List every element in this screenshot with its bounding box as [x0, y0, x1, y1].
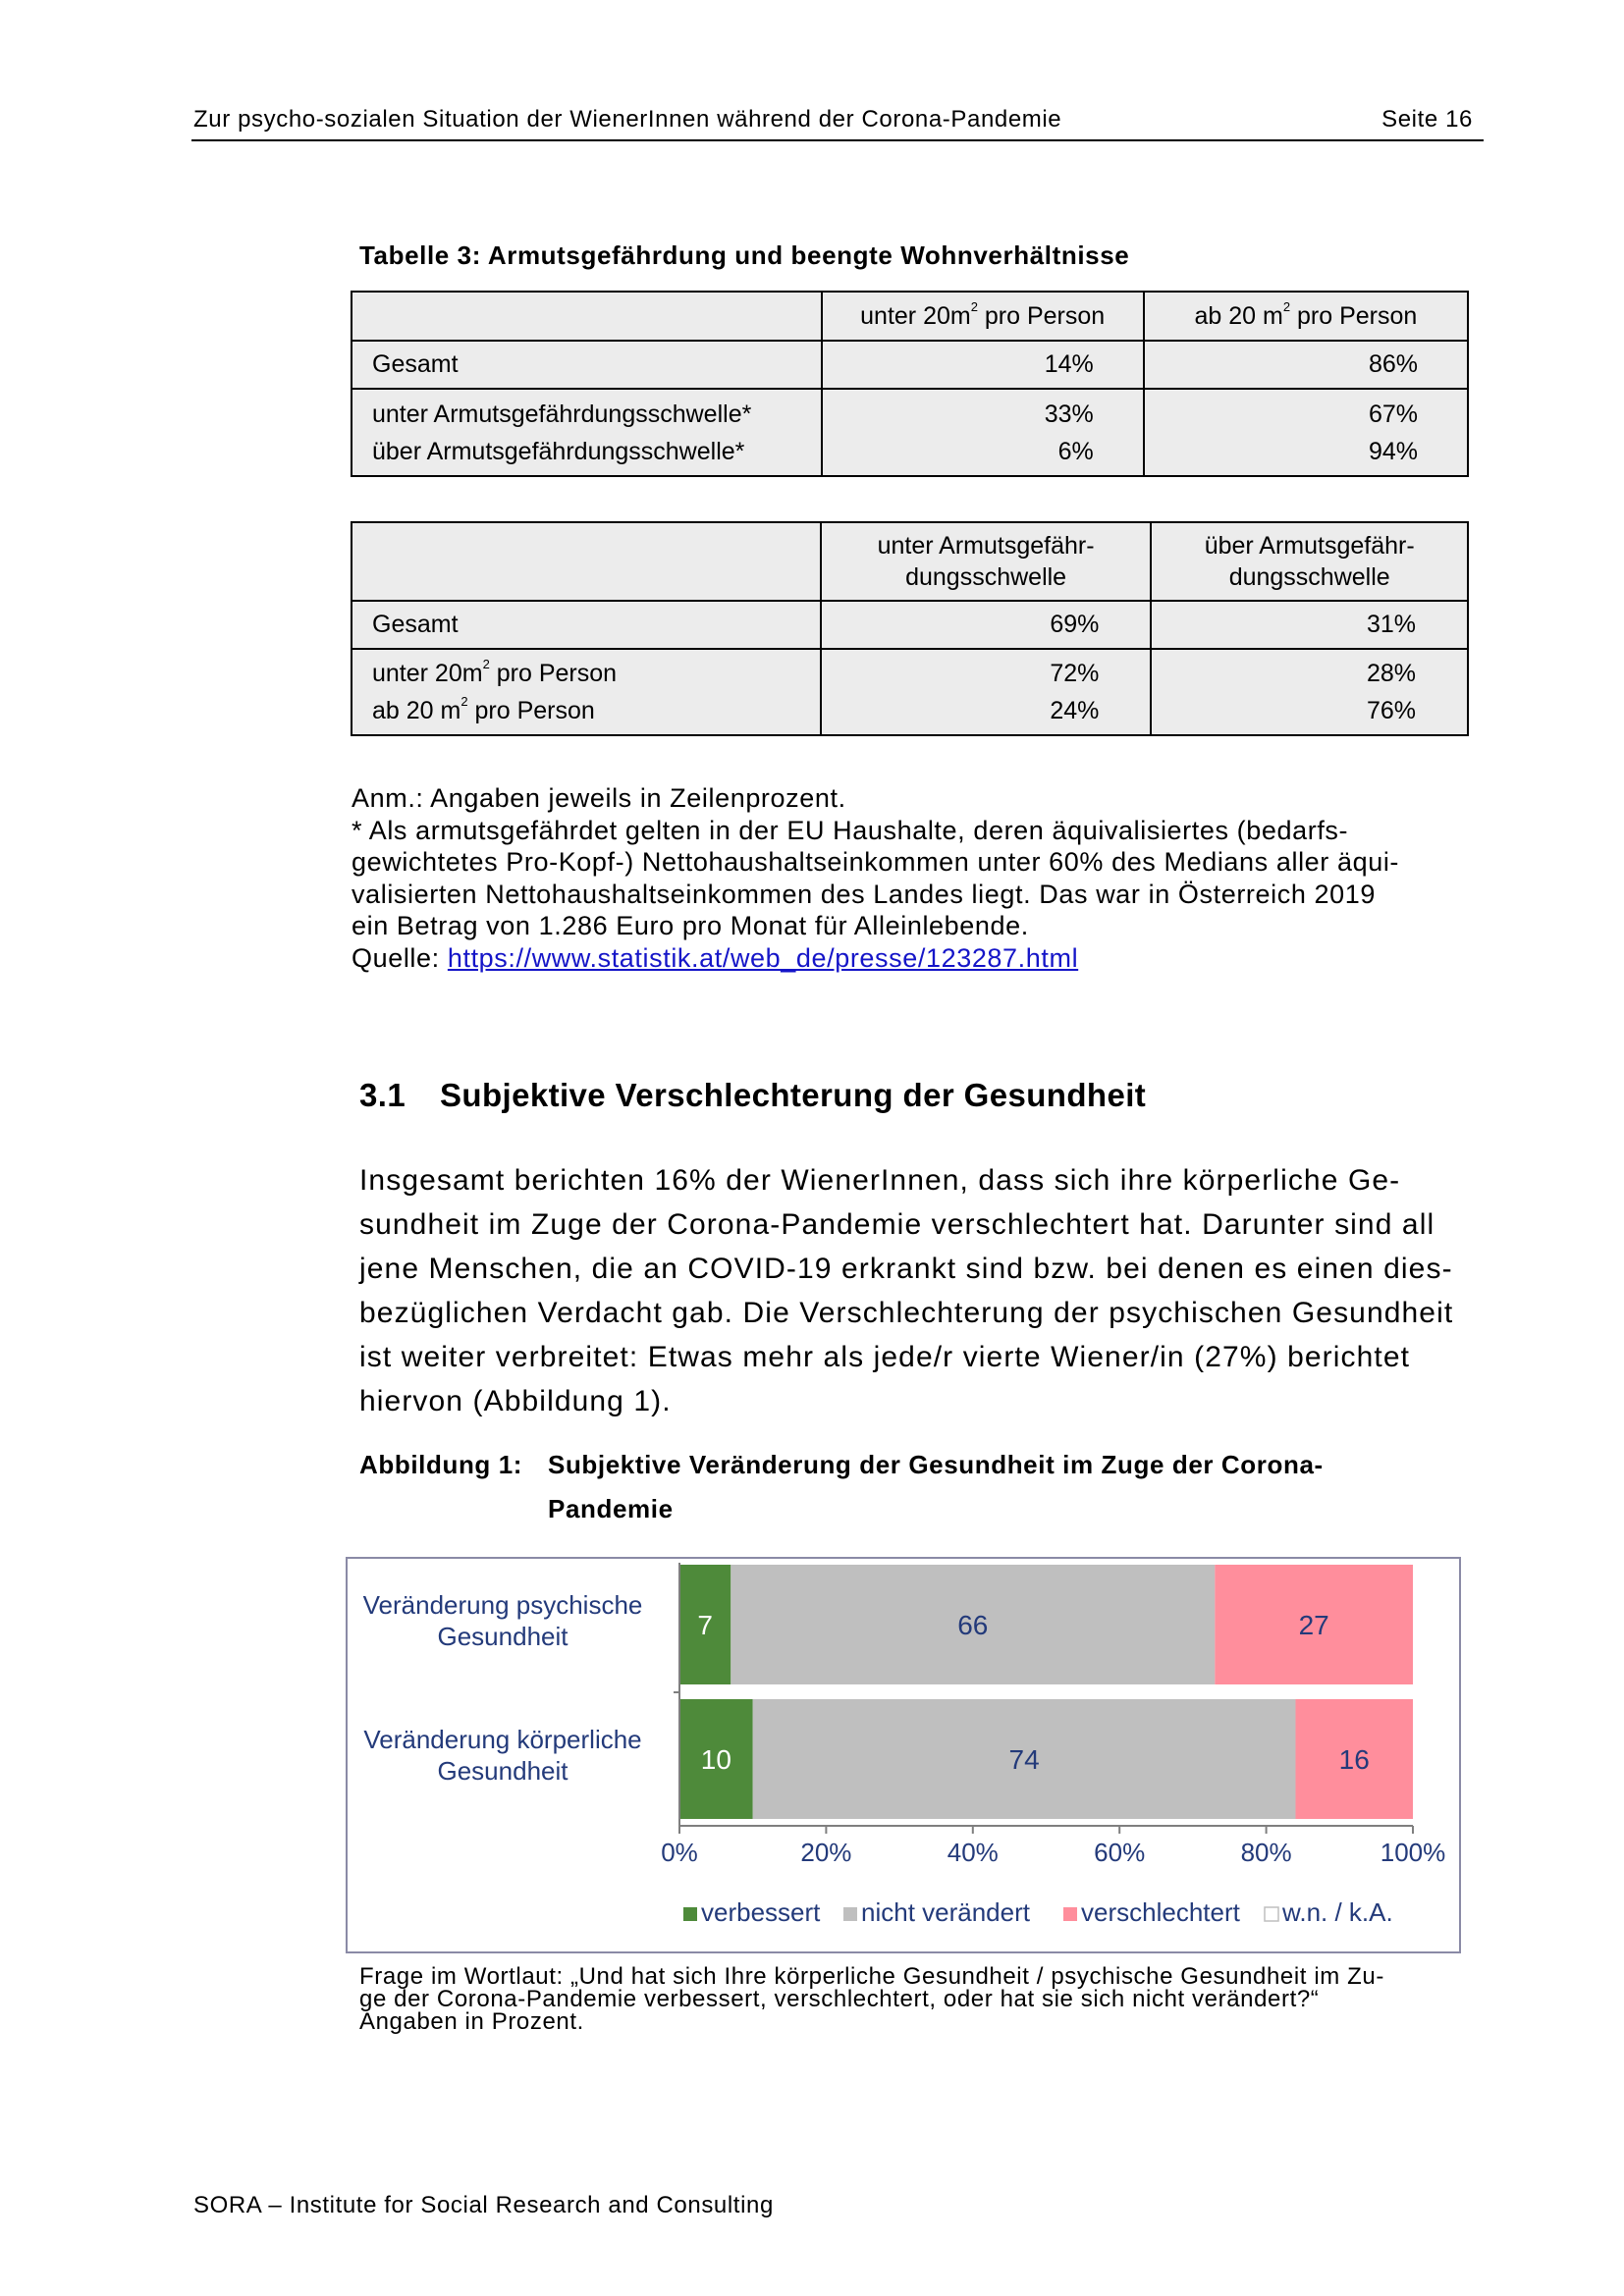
cell-value: 72% — [1050, 660, 1100, 687]
table-caption: Tabelle 3: Armutsgefährdung und beengte Wohnverhältnisse — [359, 240, 1130, 270]
category-label: Veränderung psychische — [362, 1590, 643, 1620]
table-header-row — [352, 522, 1468, 601]
page-number: Seite 16 — [1381, 106, 1473, 133]
cell-value: 6% — [1057, 437, 1094, 465]
col-header-under-threshold: unter Armutsgefähr- dungsschwelle — [821, 522, 1152, 601]
cell-value: 76% — [1366, 697, 1416, 724]
header-rule — [191, 139, 1484, 141]
table-note: Anm.: Angaben jeweils in Zeilenprozent. * Als armutsgefährdet gelten in der EU Haushalte, deren äquivalisiertes (bedarfs- gewichtetes Pro-Kopf-) Nettohaushaltseinkommen unter 60% des Medians aller äqui- valisierten Nettohaushaltseinkommen des Landes liegt. Das war in Österreich 2019 ein Betrag von 1.286 Euro pro Monat für Alleinlebende. Quelle: https://www.statistik.at/web_de/presse/123287.html — [352, 783, 1400, 973]
legend-swatch — [843, 1907, 857, 1921]
data-label: 74 — [1008, 1744, 1040, 1775]
table-row — [352, 341, 1468, 389]
cell-value: 67% — [1368, 400, 1418, 428]
category-label: Veränderung körperliche — [363, 1725, 642, 1754]
running-header-title: Zur psycho-sozialen Situation der WienerInnen während der Corona-Pandemie — [193, 106, 1062, 133]
col-header-under-20: unter $20m^2$ pro Person — [822, 292, 1144, 341]
table-corner-cell — [352, 292, 822, 341]
row-label: über Armutsgefährdungsschwelle* — [372, 437, 745, 465]
legend-swatch — [683, 1907, 697, 1921]
cell-value: 28% — [1366, 660, 1416, 687]
table-poverty-risk — [351, 521, 1469, 736]
data-label: 10 — [700, 1744, 731, 1775]
row-label: unter $20m^2$ pro Person — [372, 657, 618, 687]
source-label: Quelle: — [352, 942, 448, 973]
legend-label: w.n. / k.A. — [1282, 1897, 1393, 1927]
table-header-row — [352, 292, 1468, 341]
data-label: 16 — [1338, 1744, 1370, 1775]
chart-frame — [346, 1557, 1461, 1953]
legend-label: verbessert — [701, 1897, 821, 1927]
body-paragraph: Insgesamt berichten 16% der WienerInnen, dass sich ihre körperliche Ge- sundheit im Zuge der Corona-Pandemie verschlechtert hat. Darunter sind all jene Menschen, die an COVID-19 erkrankt sind bzw. bei denen es einen dies- bezüglichen Verdacht gab. Die Verschlechterung der psychischen Gesundheit ist weiter verbreitet: Etwas mehr als jede/r vierte Wiener/in (27%) berichtet hiervon (Abbildung 1). — [359, 1164, 1454, 1417]
row-label: ab 20 $m^2$ pro Person — [372, 694, 595, 724]
cell-value: 69% — [821, 601, 1152, 649]
row-label: Gesamt — [352, 341, 822, 389]
x-tick-label: 100% — [1380, 1838, 1446, 1867]
page-footer: SORA – Institute for Social Research and Consulting — [193, 2192, 774, 2218]
legend-swatch — [1265, 1907, 1278, 1921]
x-tick-label: 80% — [1240, 1838, 1292, 1867]
category-label: Gesundheit — [437, 1622, 568, 1651]
x-tick-label: 20% — [800, 1838, 852, 1867]
legend-swatch — [1063, 1907, 1077, 1921]
table-row — [352, 601, 1468, 649]
cell-value: 86% — [1144, 341, 1468, 389]
stacked-bar-chart — [348, 1559, 1459, 1951]
cell-value: 94% — [1368, 437, 1418, 465]
col-header-over-threshold: über Armutsgefähr- dungsschwelle — [1151, 522, 1468, 601]
cell-value: 31% — [1151, 601, 1468, 649]
row-label: unter Armutsgefährdungsschwelle* — [372, 400, 752, 428]
legend-label: verschlechtert — [1081, 1897, 1240, 1927]
table-living-space — [351, 291, 1469, 477]
table-row — [352, 389, 1468, 476]
cell-value: 33% — [1044, 400, 1094, 428]
table-corner-cell — [352, 522, 821, 601]
x-tick-label: 0% — [661, 1838, 698, 1867]
source-link[interactable]: https://www.statistik.at/web_de/presse/123287.html — [447, 942, 1079, 973]
row-label: Gesamt — [352, 601, 821, 649]
data-label: 7 — [697, 1610, 713, 1640]
table-row — [352, 649, 1468, 735]
x-tick-label: 60% — [1094, 1838, 1146, 1867]
data-label: 66 — [957, 1610, 989, 1640]
cell-value: 14% — [822, 341, 1144, 389]
x-tick-label: 40% — [947, 1838, 999, 1867]
category-label: Gesundheit — [437, 1756, 568, 1786]
figure-note: Frage im Wortlaut: „Und hat sich Ihre körperliche Gesundheit / psychische Gesundheit im Zu- ge der Corona-Pandemie verbessert, verschlechtert, oder hat sie sich nicht verändert?“ Angaben in Prozent. — [359, 1963, 1384, 2035]
cell-value: 24% — [1050, 697, 1100, 724]
figure-label: Abbildung 1: — [359, 1450, 523, 1479]
col-header-from-20: ab 20 $m^2$ pro Person — [1144, 292, 1468, 341]
section-heading: 3.1 Subjektive Verschlechterung der Gesundheit — [359, 1077, 1147, 1113]
data-label: 27 — [1298, 1610, 1329, 1640]
legend-label: nicht verändert — [861, 1897, 1030, 1927]
